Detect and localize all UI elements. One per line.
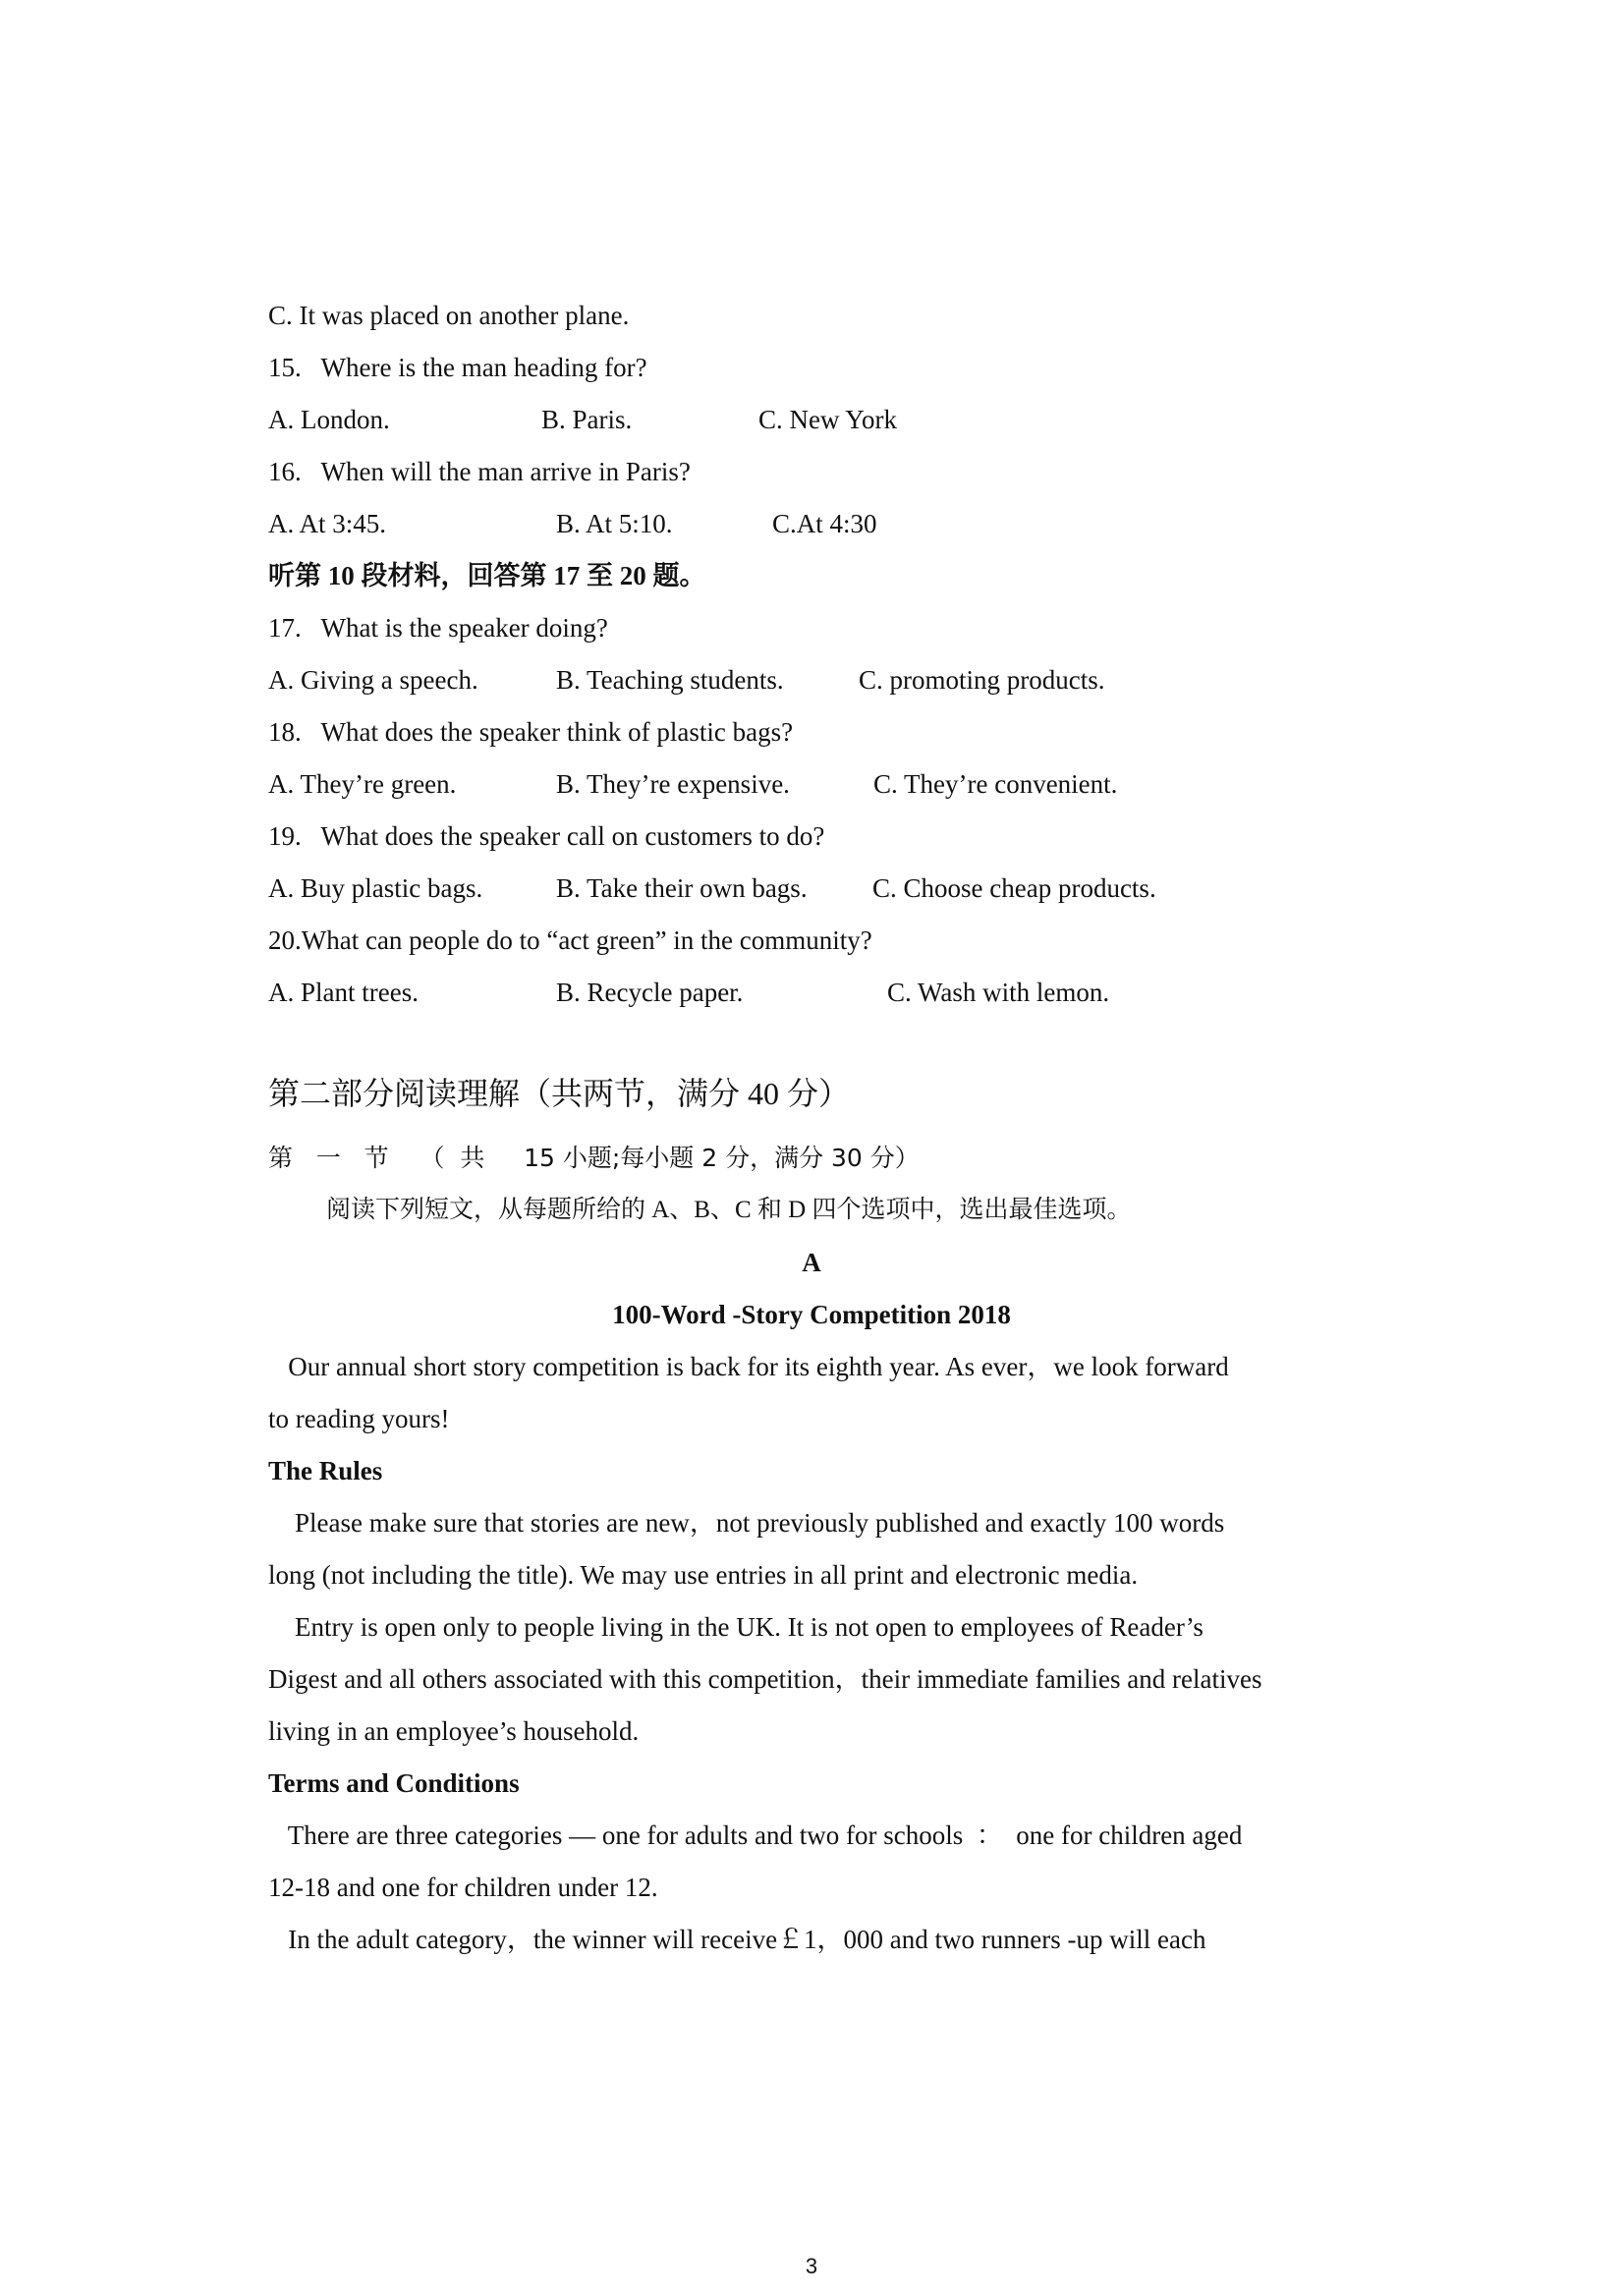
option-15a: A. London.	[268, 405, 390, 434]
paragraph-5-line-1: In the adult category，the winner will receive￡1，000 and two runners -up will each	[268, 1925, 1206, 1954]
instruction-section-10: 听第 10 段材料，回答第 17 至 20 题。	[268, 561, 706, 590]
question-18: 18. What does the speaker think of plastic bags?	[268, 717, 794, 747]
option-19b: B. Take their own bags.	[556, 873, 808, 903]
option-20a: A. Plant trees.	[268, 978, 419, 1007]
option-17c: C. promoting products.	[859, 665, 1105, 695]
page-number: 3	[805, 2254, 818, 2278]
option-20b: B. Recycle paper.	[556, 978, 744, 1007]
paragraph-4-line-1: There are three categories — one for adults and two for schools ： one for children aged	[268, 1820, 1243, 1850]
option-20c: C. Wash with lemon.	[887, 978, 1110, 1007]
terms-heading: Terms and Conditions	[268, 1768, 520, 1798]
paragraph-3-line-2: Digest and all others associated with this competition，their immediate families and relatives	[268, 1664, 1262, 1694]
option-17a: A. Giving a speech.	[268, 665, 478, 695]
paragraph-4-line-2: 12-18 and one for children under 12.	[268, 1873, 658, 1902]
question-20: 20.What can people do to “act green” in the community?	[268, 925, 872, 955]
paragraph-2-line-2: long (not including the title). We may use entries in all print and electronic media.	[268, 1560, 1139, 1590]
option-17b: B. Teaching students.	[556, 665, 784, 695]
option-14c: C. It was placed on another plane.	[268, 301, 630, 330]
section-one-heading: 第 一 节 （ 共 15 小题;每小题 2 分，满分 30 分）	[268, 1144, 920, 1172]
option-19a: A. Buy plastic bags.	[268, 873, 483, 903]
passage-title: 100-Word -Story Competition 2018	[612, 1300, 1011, 1329]
passage-letter: A	[802, 1248, 821, 1277]
option-15b: B. Paris.	[541, 405, 633, 434]
paragraph-3-line-3: living in an employee’s household.	[268, 1716, 640, 1746]
part-two-heading: 第二部分阅读理解（共两节，满分 40 分）	[268, 1076, 851, 1111]
paragraph-3-line-1: Entry is open only to people living in the UK. It is not open to employees of Reader’s	[268, 1612, 1203, 1642]
reading-instruction: 阅读下列短文，从每题所给的 A、B、C 和 D 四个选项中，选出最佳选项。	[326, 1197, 1132, 1223]
option-16b: B. At 5:10.	[556, 509, 673, 538]
paragraph-1-line-2: to reading yours!	[268, 1404, 450, 1433]
option-18a: A. They’re green.	[268, 769, 457, 799]
option-18c: C. They’re convenient.	[873, 769, 1118, 799]
question-17: 17. What is the speaker doing?	[268, 613, 608, 643]
question-15: 15. Where is the man heading for?	[268, 353, 647, 382]
option-15c: C. New York	[758, 405, 898, 434]
paragraph-2-line-1: Please make sure that stories are new，not previously published and exactly 100 words	[268, 1508, 1225, 1538]
option-16c: C.At 4:30	[772, 509, 877, 538]
paragraph-1-line-1: Our annual short story competition is back for its eighth year. As ever，we look forward	[268, 1352, 1229, 1381]
option-19c: C. Choose cheap products.	[872, 873, 1156, 903]
question-19: 19. What does the speaker call on customers to do?	[268, 821, 825, 851]
question-16: 16. When will the man arrive in Paris?	[268, 457, 691, 486]
rules-heading: The Rules	[268, 1456, 383, 1485]
option-18b: B. They’re expensive.	[556, 769, 790, 799]
option-16a: A. At 3:45.	[268, 509, 387, 538]
